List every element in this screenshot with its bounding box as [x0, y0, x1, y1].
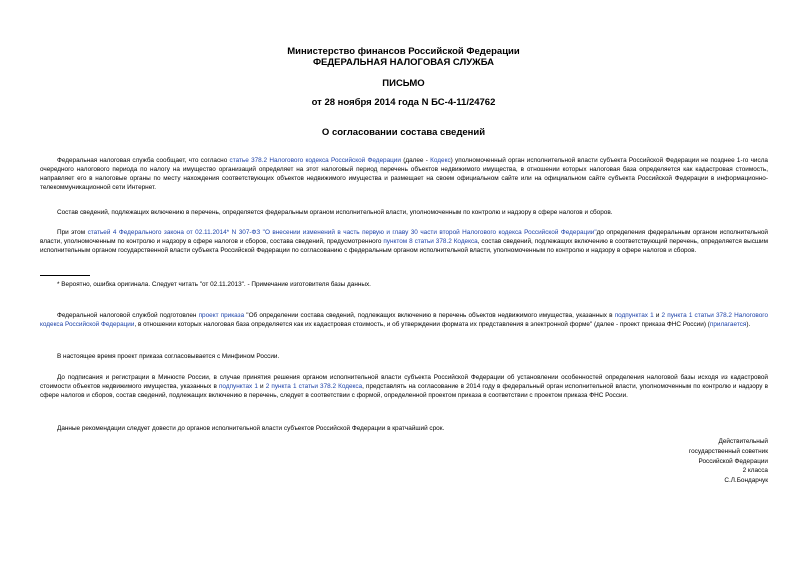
link-code[interactable]: Кодекс	[430, 157, 451, 164]
text: "Об определении состава сведений, подлежащих включению в перечень объектов недвижимого имущества, указанных в	[244, 312, 615, 319]
footnote	[40, 280, 768, 289]
service-name: ФЕДЕРАЛЬНАЯ НАЛОГОВАЯ СЛУЖБА	[312, 57, 495, 68]
text: Федеральной налоговой службой подготовлен	[57, 312, 199, 319]
paragraph-7	[40, 424, 768, 433]
text: До подписания и регистрации в Минюсте России, в случае принятия решения органом исполнительной власти субъекта Российской Федерации об установлении особенностей определения налоговой базы исходя из кадастровой стоимости объектов недвижимого имущества, указанных в	[40, 374, 768, 391]
link-subpoints-1[interactable]: подпунктах 1	[614, 312, 654, 319]
text: , в отношении которых налоговая база определяется как их кадастровая стоимость, и об утверждении формата их представления в электронной форме" (далее - проект приказа ФНС России) (	[134, 321, 710, 329]
text: Данные рекомендации следует довести до органов исполнительной власти субъектов Российской Федерации в кратчайший срок.	[57, 425, 445, 432]
text: и	[257, 383, 266, 391]
footnote-divider	[40, 275, 90, 276]
document-date-number: от 28 ноября 2014 года N БС-4-11/24762	[311, 97, 496, 108]
text: Федеральная налоговая служба сообщает, что согласно	[57, 157, 230, 164]
signature-line: 2 класса	[742, 467, 768, 475]
text: , представлять на согласование в 2014 году в федеральный орган исполнительной власти, уполномоченным по контролю и надзору в сфере налогов и сборов, состав сведений, подлежащих включению в перечень, следует в соответствии с формой, определенной проектом приказа в соответствии с проектом приказа ФНС России.	[40, 383, 768, 400]
link-article-378-2[interactable]: статье 378.2 Налогового кодекса Российской Федерации	[229, 157, 401, 164]
paragraph-1	[40, 156, 768, 192]
text: и	[653, 312, 662, 319]
signature-line: государственный советник	[688, 447, 768, 455]
ministry-name: Министерство финансов Российской Федерации	[287, 46, 520, 57]
text: (далее -	[400, 157, 431, 164]
document-type: ПИСЬМО	[382, 78, 425, 89]
text: , состав сведений, подлежащих включению в соответствующий перечень, определяется высшим исполнительным органом государственной власти субъекта Российской Федерации по согласованию с федеральным органом исполнительной власти, уполномоченным по контролю и надзору в сфере налогов и сборов.	[40, 238, 768, 255]
link-federal-law-307[interactable]: статьей 4 Федерального закона от 02.11.2014* N 307-ФЗ "О внесении изменений в часть первую и главу 30 части второй Налогового кодекса Российской Федерации"	[87, 229, 597, 236]
text: * Вероятно, ошибка оригинала. Следует читать "от 02.11.2013". - Примечание изготовителя базы данных.	[57, 281, 371, 288]
paragraph-6	[40, 373, 768, 400]
link-point-1-article-378-2[interactable]: 2 пункта 1 статьи 378.2 Налогового кодекса Российской Федерации	[40, 312, 769, 329]
signature-line: Российской Федерации	[698, 457, 768, 465]
link-point-1-article-378-2[interactable]: 2 пункта 1 статьи 378.2 Кодекса	[265, 383, 363, 391]
paragraph-4	[40, 311, 768, 329]
link-draft-order[interactable]: проект приказа	[198, 312, 245, 319]
text: до определения федеральным органом исполнительной власти, уполномоченным по контролю и надзору в сфере налогов и сборов, состава сведений, предусмотренного	[40, 229, 768, 246]
link-point-8-article-378-2[interactable]: пунктом 8 статьи 378.2 Кодекса	[383, 238, 478, 246]
signatory-name: С.Л.Бондарчук	[724, 477, 768, 485]
link-attached[interactable]: прилагается	[709, 321, 747, 329]
text: В настоящее время проект приказа согласовывается с Минфином России.	[57, 353, 280, 360]
text: ) уполномоченный орган исполнительной власти субъекта Российской Федерации не позднее 1-го числа очередного налогового периода по налогу на имущество организаций определяет на этот налоговый период перечень объектов недвижимого имущества, в отношении которых налоговая база определяется как кадастровая стоимость, направляет его в налоговые органы по месту нахождения соответствующих объектов недвижимого имущества и размещает на своем официальном сайте или на официальном сайте субъекта Российской Федерации в информационно-телекоммуникационной сети Интернет.	[40, 157, 768, 192]
signature-block	[689, 437, 768, 486]
document-subject: О согласовании состава сведений	[321, 127, 486, 138]
text: ).	[746, 321, 751, 329]
paragraph-5	[40, 352, 768, 361]
paragraph-3	[40, 228, 768, 255]
text: Состав сведений, подлежащих включению в перечень, определяется федеральным органом исполнительной власти, уполномоченным по контролю и надзору в сфере налогов и сборов.	[57, 209, 613, 216]
paragraph-2	[40, 208, 768, 217]
link-subpoints-1[interactable]: подпунктах 1	[218, 383, 258, 391]
signature-line: Действительный	[718, 438, 768, 445]
text: При этом	[57, 229, 88, 236]
